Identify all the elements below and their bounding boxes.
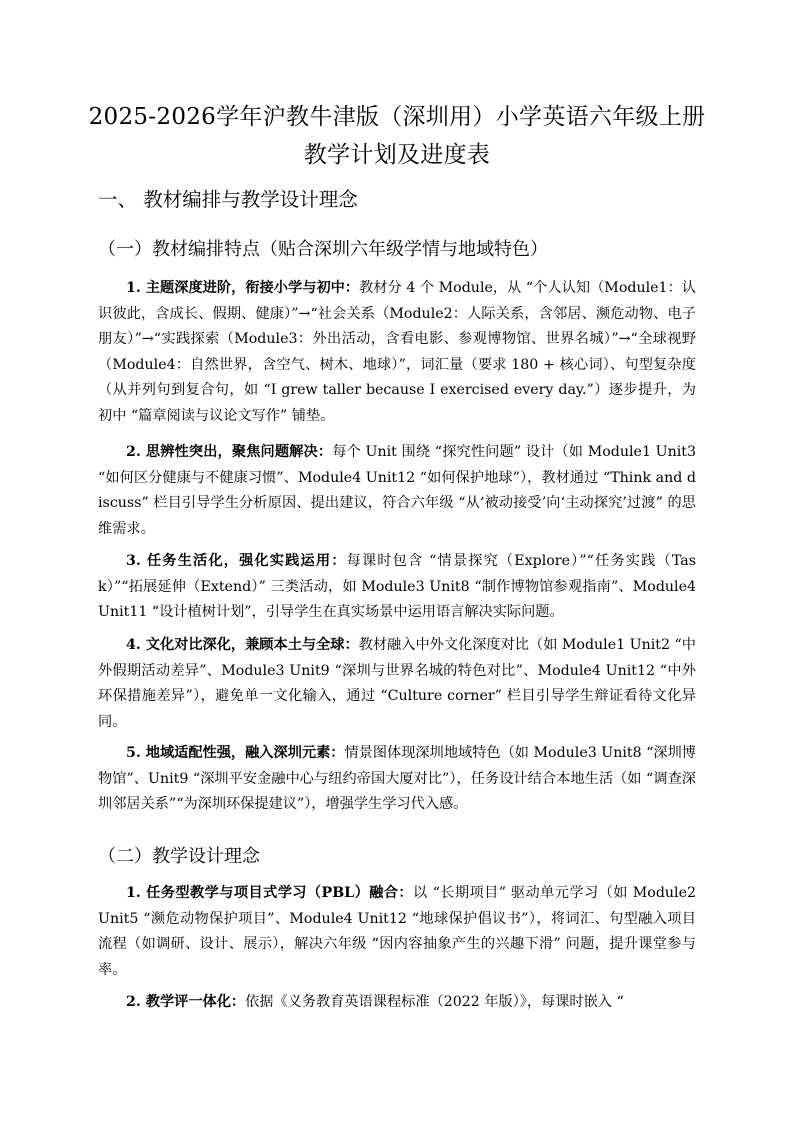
paragraph bbox=[98, 881, 696, 983]
paragraph bbox=[98, 990, 696, 1016]
paragraph-lead: 4. 文化对比深化，兼顾本土与全球： bbox=[126, 637, 359, 653]
paragraph-text: 依据《义务教育英语课程标准（2022 年版）》，每课时嵌入 “ bbox=[245, 994, 624, 1010]
subsection-heading: （二）教学设计理念 bbox=[98, 846, 260, 867]
paragraph bbox=[98, 440, 696, 542]
paragraph bbox=[98, 741, 696, 818]
paragraph-lead: 1. 主题深度进阶，衔接小学与初中： bbox=[126, 280, 360, 296]
paragraph-lead: 3. 任务生活化，强化实践运用： bbox=[126, 553, 347, 569]
paragraph-text: 以 “长期项目” 驱动单元学习（如 Module2 Unit5 “濒危动物保护项目”、Module4 Unit12 “地球保护倡议书”），将词汇、句型融入项目流程（如调研、设计、展示），解决六年级 “因内容抽象产生的兴趣下滑” 问题，提升课堂参与率。 bbox=[98, 885, 696, 978]
paragraph-text: 教材融入中外文化深度对比（如 Module1 Unit2 “中外假期活动差异”、Module3 Unit9 “深圳与世界名城的特色对比”、Module4 Unit12 “中外环保措施差异”），避免单一文化输入，通过 “Culture corner” 栏目引导学生辩证看待文化异同。 bbox=[98, 637, 696, 730]
paragraph-text: 每课时包含 “情景探究（Explore）”“任务实践（Task）”“拓展延伸（Extend）” 三类活动，如 Module3 Unit8 “制作博物馆参观指南”、Module4 Unit11 “设计植树计划”，引导学生在真实场景中运用语言解决实际问题。 bbox=[98, 553, 696, 621]
paragraph-lead: 1. 任务型教学与项目式学习（PBL）融合： bbox=[126, 885, 414, 901]
paragraph bbox=[98, 633, 696, 735]
paragraph-lead: 2. 思辨性突出，聚焦问题解决： bbox=[126, 444, 333, 460]
paragraph-text: 教材分 4 个 Module，从 “个人认知（Module1：认识彼此，含成长、假期、健康）”→“社会关系（Module2：人际关系，含邻居、濒危动物、电子朋友）”→“实践探索（Module3：外出活动，含看电影、参观博物馆、世界名城）”→“全球视野（Module4：自然世界，含空气、树木、地球）”，词汇量（要求 180 + 核心词）、句型复杂度（从并列句到复合句，如 “I grew taller because I exercised every day.”）逐步提升，为初中 “篇章阅读与议论文写作” 铺垫。 bbox=[98, 280, 696, 424]
section-heading: 一、 教材编排与教学设计理念 bbox=[98, 188, 358, 211]
paragraph-lead: 5. 地域适配性强，融入深圳元素： bbox=[126, 745, 345, 761]
paragraph-lead: 2. 教学评一体化： bbox=[126, 994, 246, 1010]
paragraph-text: 情景图体现深圳地域特色（如 Module3 Unit8 “深圳博物馆”、Unit9 “深圳平安金融中心与纽约帝国大厦对比”），任务设计结合本地生活（如 “调查深圳邻居关系”“为深圳环保提建议”），增强学生学习代入感。 bbox=[98, 745, 696, 813]
document-title: 2025-2026学年沪教牛津版（深圳用）小学英语六年级上册教学计划及进度表 bbox=[88, 104, 706, 168]
paragraph bbox=[98, 276, 696, 430]
subsection-heading: （一）教材编排特点（贴合深圳六年级学情与地域特色） bbox=[98, 239, 548, 260]
paragraph bbox=[98, 549, 696, 626]
paragraph-text: 每个 Unit 围绕 “探究性问题” 设计（如 Module1 Unit3 “如何区分健康与不健康习惯”、Module4 Unit12 “如何保护地球”），教材通过 “Think and discuss” 栏目引导学生分析原因、提出建议，符合六年级 “从‘被动接受’向‘主动探究’过渡” 的思维需求。 bbox=[98, 444, 696, 537]
